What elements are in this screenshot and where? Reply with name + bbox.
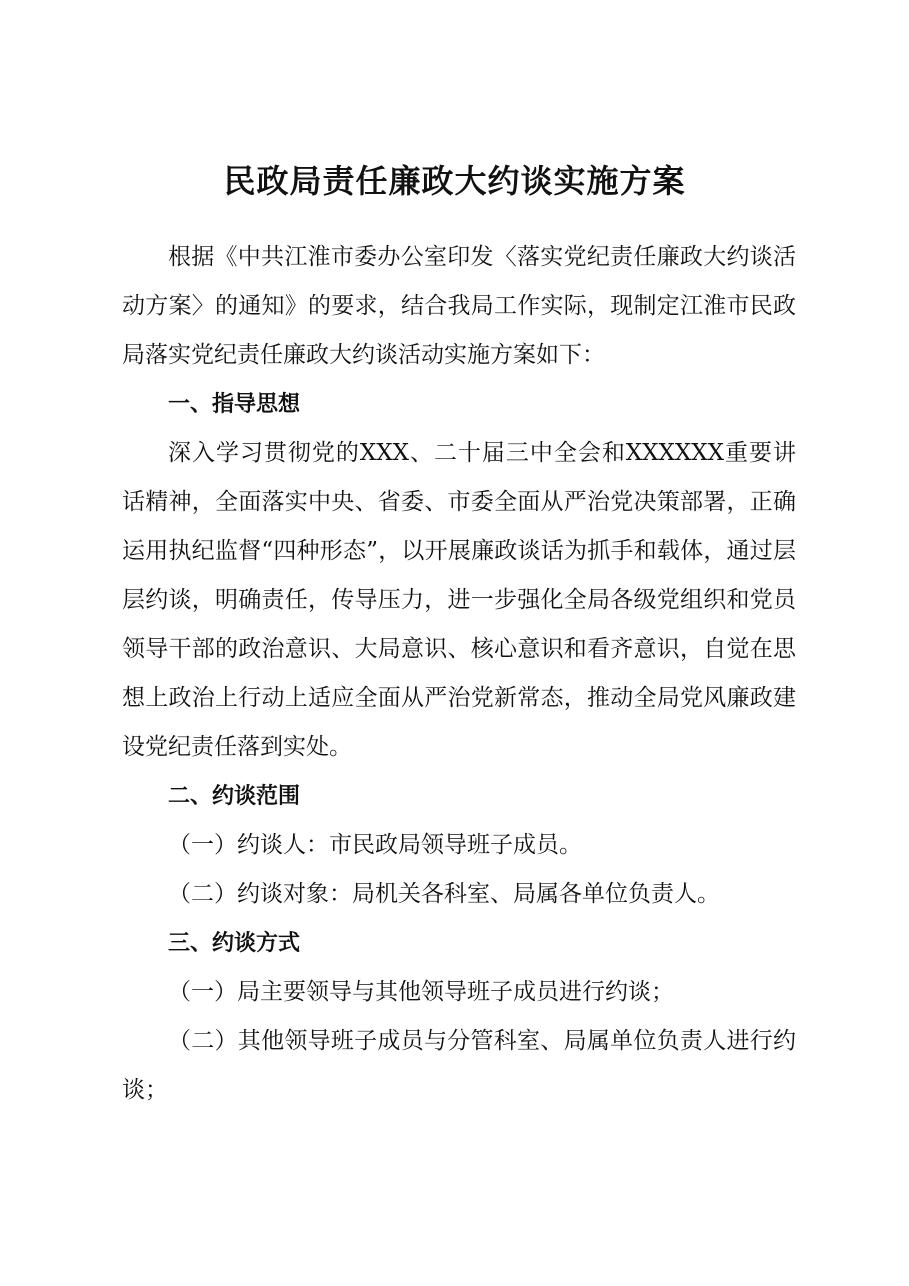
scope-item-interviewer: （一）约谈人：市民政局领导班子成员。 [168,832,582,858]
section-heading-interview-scope: 二、约谈范围 [168,784,301,809]
document-body [122,233,796,1115]
method-item-main-leader: （一）局主要领导与其他领导班子成员进行约谈； [168,979,674,1005]
method-item-other-leaders: （二）其他领导班子成员与分管科室、局属单位负责人进行约谈； [122,1028,796,1103]
section-heading-interview-method: 三、约谈方式 [168,931,301,956]
section-heading-guiding-ideology: 一、指导思想 [168,392,301,417]
scope-item-interviewee: （二）约谈对象：局机关各科室、局属各单位负责人。 [168,881,720,907]
guiding-ideology-paragraph: 深入学习贯彻党的XXX、二十届三中全会和XXXXXX重要讲话精神，全面落实中央、省委、市委全面从严治党决策部署，正确运用执纪监督“四种形态”，以开展廉政谈话为抓手和载体，通过层层约谈，明确责任，传导压力，进一步强化全局各级党组织和党员领导干部的政治意识、大局意识、核心意识和看齐意识，自觉在思想上政治上行动上适应全面从严治党新常态，推动全局党风廉政建设党纪责任落到实处。 [122,440,796,760]
intro-paragraph: 根据《中共江淮市委办公室印发〈落实党纪责任廉政大约谈活动方案〉的通知》的要求，结合我局工作实际，现制定江淮市民政局落实党纪责任廉政大约谈活动实施方案如下： [122,244,796,368]
document-title: 民政局责任廉政大约谈实施方案 [223,162,686,200]
